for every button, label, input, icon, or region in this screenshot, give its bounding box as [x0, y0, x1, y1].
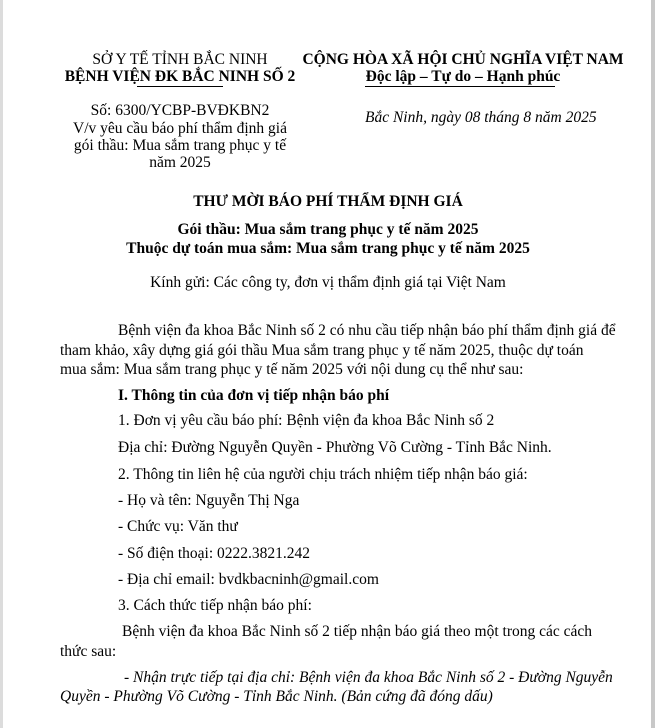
item-3: 3. Cách thức tiếp nhận báo phí: — [118, 597, 312, 614]
intro-line-2: tham khảo, xây dựng giá gói thầu Mua sắm trang phục y tế năm 2025, thuộc dự toán — [60, 342, 584, 359]
item-2: 2. Thông tin liên hệ của người chịu trách nhiệm tiếp nhận báo giá: — [118, 466, 528, 483]
intro-line-1: Bệnh viện đa khoa Bắc Ninh số 2 có nhu cầu tiếp nhận báo phí thẩm định giá để — [118, 322, 616, 339]
contact-name: - Họ và tên: Nguyễn Thị Nga — [118, 492, 300, 509]
national-motto: Độc lập – Tự do – Hạnh phúc — [365, 68, 561, 85]
contact-email: - Địa chỉ email: bvdkbacninh@gmail.com — [118, 571, 379, 588]
intro-line-3: mua sắm: Mua sắm trang phục y tế năm 2025 với nội dung cụ thể như sau: — [60, 361, 524, 378]
package-title: Gói thầu: Mua sắm trang phục y tế năm 2025 — [177, 221, 479, 238]
national-title: CỘNG HÒA XÃ HỘI CHỦ NGHĨA VIỆT NAM — [302, 51, 624, 68]
method-line-2: thức sau: — [60, 643, 117, 660]
subject-line-1: V/v yêu cầu báo phí thẩm định giá — [73, 120, 287, 137]
header-right-underline — [365, 86, 555, 87]
section-1-heading: I. Thông tin của đơn vị tiếp nhận báo phí — [118, 387, 390, 404]
direct-delivery-line-1: - Nhận trực tiếp tại địa chỉ: Bệnh viện đa khoa Bắc Ninh số 2 - Đường Nguyễn — [124, 669, 613, 686]
item-1: 1. Đơn vị yêu cầu báo phí: Bệnh viện đa khoa Bắc Ninh số 2 — [118, 412, 495, 429]
recipient-line: Kính gửi: Các công ty, đơn vị thẩm định giá tại Việt Nam — [150, 274, 506, 291]
method-line-1: Bệnh viện đa khoa Bắc Ninh số 2 tiếp nhận báo giá theo một trong các cách — [122, 623, 593, 640]
header-left-underline — [137, 86, 223, 87]
hospital-name: BỆNH VIỆN ĐK BẮC NINH SỐ 2 — [64, 68, 296, 85]
contact-position: - Chức vụ: Văn thư — [118, 518, 238, 535]
contact-phone: - Số điện thoại: 0222.3821.242 — [118, 545, 311, 562]
subject-line-3: năm 2025 — [149, 154, 211, 171]
address-line: Địa chỉ: Đường Nguyễn Quyền - Phường Võ Cường - Tỉnh Bắc Ninh. — [118, 439, 552, 456]
document-number: Số: 6300/YCBP-BVĐKBN2 — [90, 102, 270, 119]
subject-line-2: gói thầu: Mua sắm trang phục y tế — [73, 137, 287, 154]
budget-title: Thuộc dự toán mua sắm: Mua sắm trang phục y tế năm 2025 — [126, 240, 530, 257]
letter-title: THƯ MỜI BÁO PHÍ THẨM ĐỊNH GIÁ — [193, 193, 463, 210]
place-date: Bắc Ninh, ngày 08 tháng 8 năm 2025 — [365, 109, 597, 126]
direct-delivery-line-2: Quyền - Phường Võ Cường - Tỉnh Bắc Ninh. (Bản cứng đã đóng dấu) — [60, 688, 493, 705]
agency-name: SỞ Y TẾ TỈNH BẮC NINH — [92, 51, 268, 68]
